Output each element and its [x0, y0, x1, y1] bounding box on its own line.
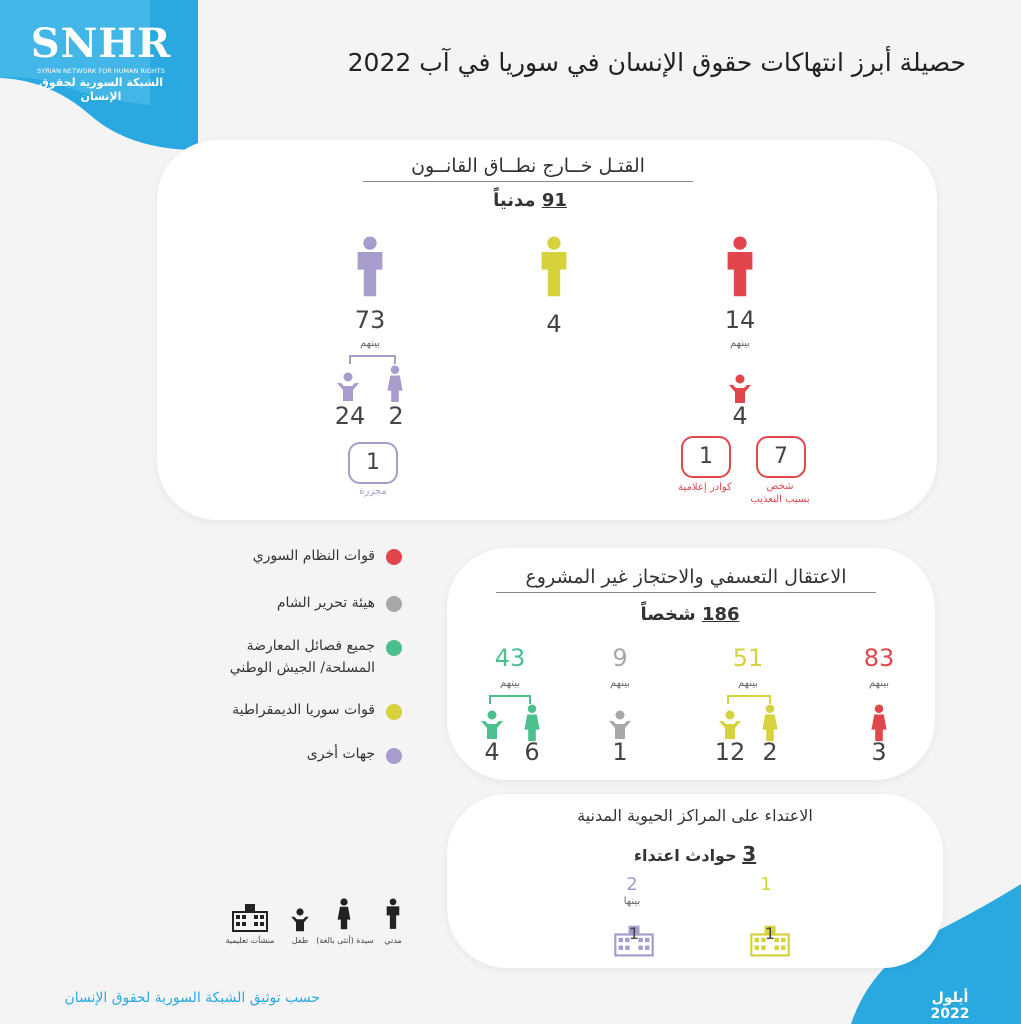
detention-regime-women: 3	[871, 738, 887, 766]
detention-opposition-among: بينهم	[499, 678, 521, 689]
killing-title: القتـل خــارج نطــاق القانــون	[363, 155, 693, 182]
child-icon	[718, 710, 742, 740]
detention-sdf-among: بينهم	[737, 678, 759, 689]
page-title: حصيلة أبرز انتهاكات حقوق الإنسان في سوريا في آب 2022	[347, 48, 966, 77]
killing-total-label: مدنياً	[493, 190, 536, 211]
attacks-other-schools: 1	[628, 924, 640, 943]
key-civilian-label: مدني	[384, 936, 402, 945]
detention-total-label: شخصاً	[640, 604, 696, 625]
massacre-label: مجزرة	[359, 486, 387, 497]
child-icon	[480, 710, 504, 740]
detention-opposition-value: 43	[494, 644, 526, 672]
legend-sdf: قوات سوريا الديمقراطية	[232, 702, 375, 718]
woman-icon	[336, 898, 352, 930]
legend-dot-sdf	[386, 704, 402, 720]
killing-regime-among: بينهم	[729, 338, 751, 349]
legend-dot-regime	[386, 549, 402, 565]
attacks-other-among: بينها	[623, 896, 641, 907]
detention-hts-value: 9	[612, 644, 628, 672]
detention-total	[600, 604, 780, 625]
killing-sdf-value: 4	[546, 310, 562, 338]
media-workers-box: 1	[681, 436, 731, 478]
woman-icon	[869, 704, 889, 742]
killing-other-value: 73	[354, 306, 386, 334]
legend-opposition-1: جميع فصائل المعارضة	[246, 638, 375, 654]
detention-sdf-value: 51	[732, 644, 764, 672]
footer-source: حسب توثيق الشبكة السورية لحقوق الإنسان	[64, 990, 320, 1006]
child-icon	[336, 372, 360, 402]
media-workers-label: كوادر إعلامية	[678, 482, 732, 493]
bracket	[340, 350, 405, 366]
detention-opposition-women: 6	[524, 738, 540, 766]
civilian-icon	[722, 236, 758, 298]
torture-box: 7	[756, 436, 806, 478]
attacks-sdf-value: 1	[760, 874, 772, 895]
attacks-total-number: 3	[742, 842, 757, 866]
woman-icon	[760, 704, 780, 742]
legend-dot-other	[386, 748, 402, 764]
civilian-icon	[536, 236, 572, 298]
detention-regime-among: بينهم	[868, 678, 890, 689]
legend-dot-hts	[386, 596, 402, 612]
killing-other-children: 24	[334, 402, 366, 430]
detention-sdf-women: 2	[762, 738, 778, 766]
legend-hts: هيئة تحرير الشام	[276, 595, 375, 611]
child-icon	[728, 374, 752, 404]
legend-opposition-2: المسلحة/ الجيش الوطني	[229, 660, 375, 676]
logo-text: SNHR	[30, 20, 172, 67]
killing-regime-children: 4	[732, 402, 748, 430]
detention-sdf-children: 12	[714, 738, 746, 766]
logo-sub-ar: الشبكة السورية لحقوق الإنسان	[38, 76, 164, 103]
killing-regime-value: 14	[724, 306, 756, 334]
detention-hts-among: بينهم	[609, 678, 631, 689]
footer-date: أيلول 2022	[930, 990, 970, 1022]
key-child-label: طفل	[291, 936, 309, 945]
torture-label-1: شخص	[766, 481, 794, 492]
detention-regime-value: 83	[863, 644, 895, 672]
school-icon	[230, 902, 270, 932]
legend-other: جهات أخرى	[306, 746, 375, 762]
killing-other-women: 2	[388, 402, 404, 430]
killing-total	[440, 190, 620, 211]
civilian-icon	[352, 236, 388, 298]
woman-icon	[385, 365, 405, 403]
massacre-box: 1	[348, 442, 398, 484]
detention-title: الاعتقال التعسفي والاحتجاز غير المشروع	[496, 566, 876, 593]
attacks-title: الاعتداء على المراكز الحيوية المدنية	[577, 806, 813, 825]
detention-opposition-children: 4	[484, 738, 500, 766]
logo-sub-en: SYRIAN NETWORK FOR HUMAN RIGHTS	[37, 67, 165, 75]
legend-regime: قوات النظام السوري	[252, 548, 375, 564]
detention-total-number: 186	[701, 604, 740, 625]
attacks-total	[605, 842, 785, 866]
killing-other-among: بينهم	[359, 338, 381, 349]
logo	[26, 22, 176, 104]
key-school-label: منشآت تعليمية	[225, 936, 275, 945]
woman-icon	[522, 704, 542, 742]
civilian-icon	[384, 898, 402, 930]
key-woman-label: سيدة (أنثى بالغة)	[316, 936, 374, 945]
attacks-other-value: 2	[626, 874, 638, 895]
attacks-total-label: حوادث اعتداء	[633, 846, 737, 865]
attacks-sdf-schools: 1	[764, 924, 776, 943]
child-icon	[290, 908, 310, 932]
killing-total-number: 91	[541, 190, 567, 211]
legend-dot-opposition	[386, 640, 402, 656]
detention-hts-children: 1	[612, 738, 628, 766]
child-icon	[608, 710, 632, 740]
torture-label-2: بسبب التعذيب	[750, 494, 810, 505]
